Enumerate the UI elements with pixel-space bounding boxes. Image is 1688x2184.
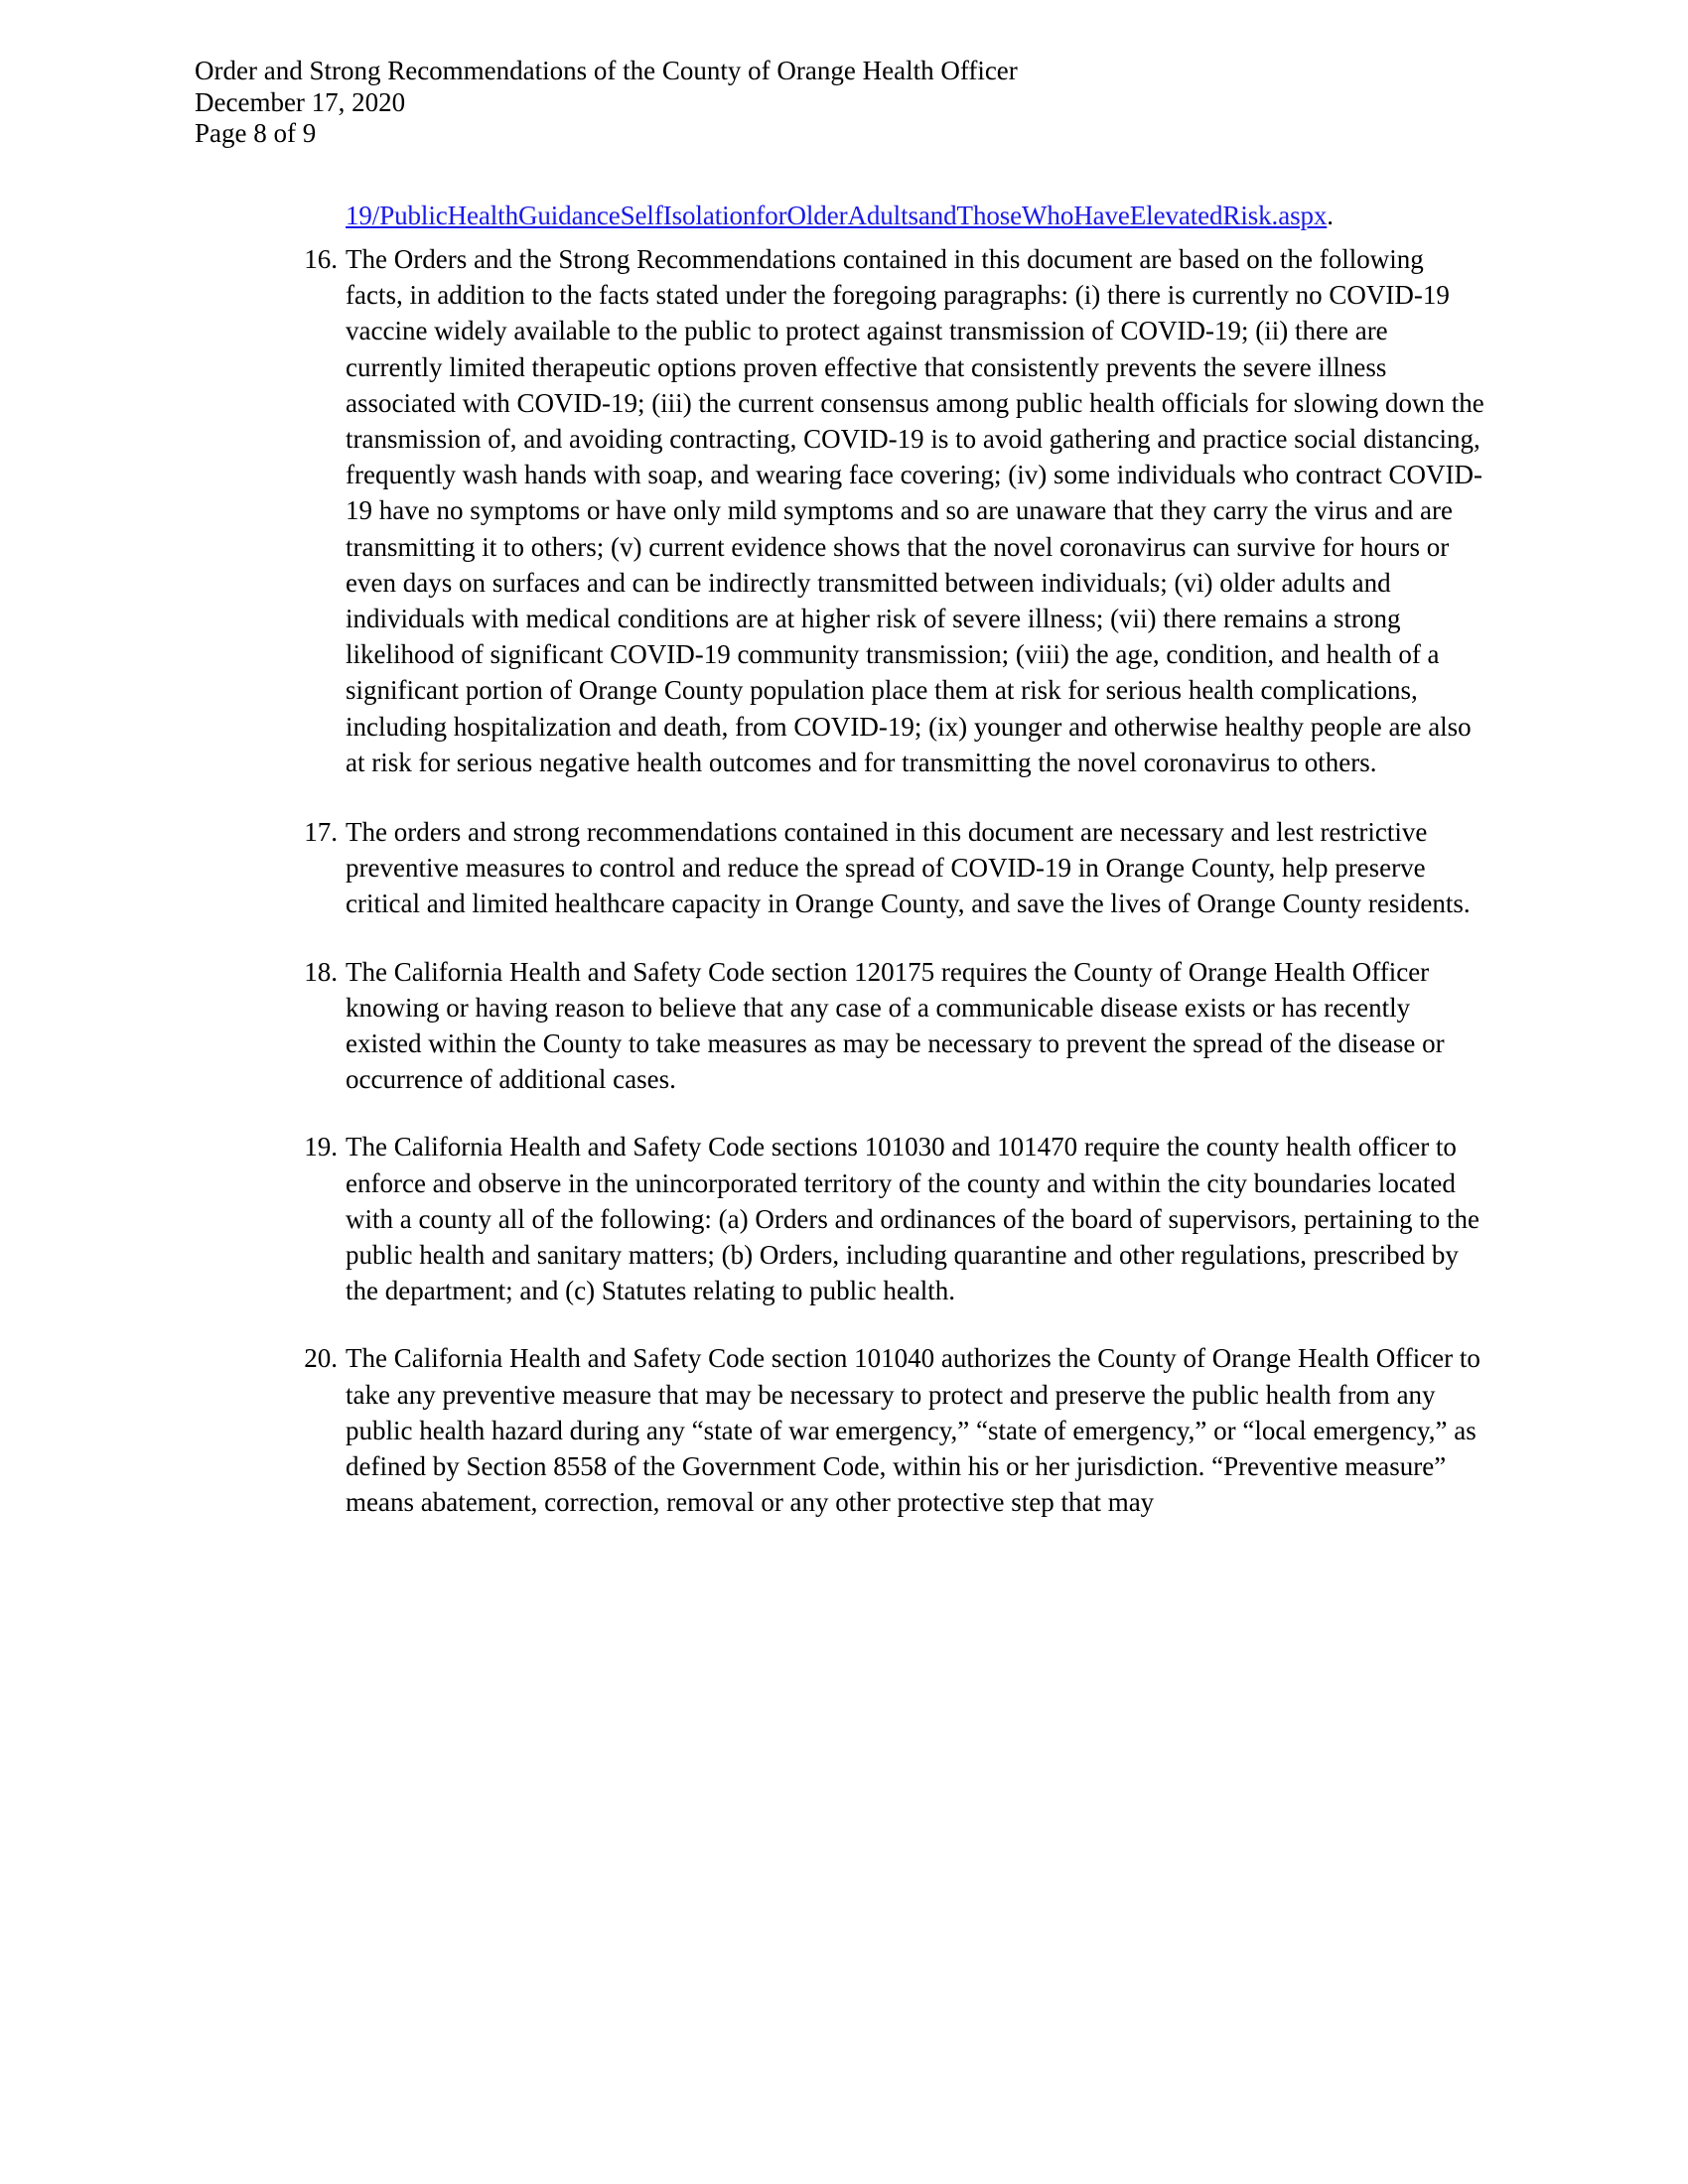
header-page-number-line: Page 8 of 9 [195,118,317,148]
public-health-guidance-link[interactable]: 19/PublicHealthGuidanceSelfIsolationforOlderAdultsandThoseWhoHaveElevatedRisk.aspx [346,201,1328,230]
list-item-text: The California Health and Safety Code sections 101030 and 101470 require the county health officer to enforce and observe in the unincorporated territory of the county and within the city boundaries located with a county all of the following: (a) Orders and ordinances of the board of supervisors, pertaining to the public health and sanitary matters; (b) Orders, including quarantine and other regulations, prescribed by the department; and (c) Statutes relating to public health. [346,1132,1479,1306]
header-date-line: December 17, 2020 [195,86,406,117]
list-item [195,1340,1485,1520]
list-item [195,954,1485,1098]
url-trailing-period: . [1327,201,1335,230]
list-item [195,1129,1485,1308]
list-item-number: 20. [304,1343,338,1374]
list-item [195,814,1485,922]
continued-url-paragraph [195,199,1485,233]
list-item-number: 16. [304,244,338,274]
list-item-number: 19. [304,1132,338,1162]
list-item-number: 18. [304,956,338,987]
list-item-text: The California Health and Safety Code section 120175 requires the County of Orange Health Officer knowing or having reason to believe that any case of a communicable disease exists or has recently existed within the County to take measures as may be necessary to prevent the spread of the disease or occurrence of additional cases. [346,956,1445,1095]
list-item [195,241,1485,780]
page-header [195,56,1018,150]
list-item-text: The Orders and the Strong Recommendations contained in this document are based on the following facts, in addition to the facts stated under the foregoing paragraphs: (i) there is currently no COVID-19 vaccine widely available to the public to protect against transmission of COVID-19; (ii) there are currently limited therapeutic options proven effective that consistently prevents the severe illness associated with COVID-19; (iii) the current consensus among public health officials for slowing down the transmission of, and avoiding contracting, COVID-19 is to avoid gathering and practice social distancing, frequently wash hands with soap, and wearing face covering; (iv) some individuals who contract COVID-19 have no symptoms or have only mild symptoms and so are unaware that they carry the virus and are transmitting it to others; (v) current evidence shows that the novel coronavirus can survive for hours or even days on surfaces and can be indirectly transmitted between individuals; (vi) older adults and individuals with medical conditions are at higher risk of severe illness; (vii) there remains a strong likelihood of significant COVID-19 community transmission; (viii) the age, condition, and health of a significant portion of Orange County population place them at risk for serious health complications, including hospitalization and death, from COVID-19; (ix) younger and otherwise healthy people are also at risk for serious negative health outcomes and for transmitting the novel coronavirus to others. [346,244,1484,777]
list-item-text: The orders and strong recommendations contained in this document are necessary and lest restrictive preventive measures to control and reduce the spread of COVID-19 in Orange County, help preserve critical and limited healthcare capacity in Orange County, and save the lives of Orange County residents. [346,817,1471,919]
list-item-number: 17. [304,817,338,848]
numbered-paragraph-list [195,241,1485,1521]
list-item-text: The California Health and Safety Code section 101040 authorizes the County of Orange Health Officer to take any preventive measure that may be necessary to protect and preserve the public health from any public health hazard during any “state of war emergency,” “state of emergency,” or “local emergency,” as defined by Section 8558 of the Government Code, within his or her jurisdiction. “Preventive measure” means abatement, correction, removal or any other protective step that may [346,1343,1480,1518]
document-body [195,199,1485,1521]
header-title-line: Order and Strong Recommendations of the County of Orange Health Officer [195,56,1018,85]
